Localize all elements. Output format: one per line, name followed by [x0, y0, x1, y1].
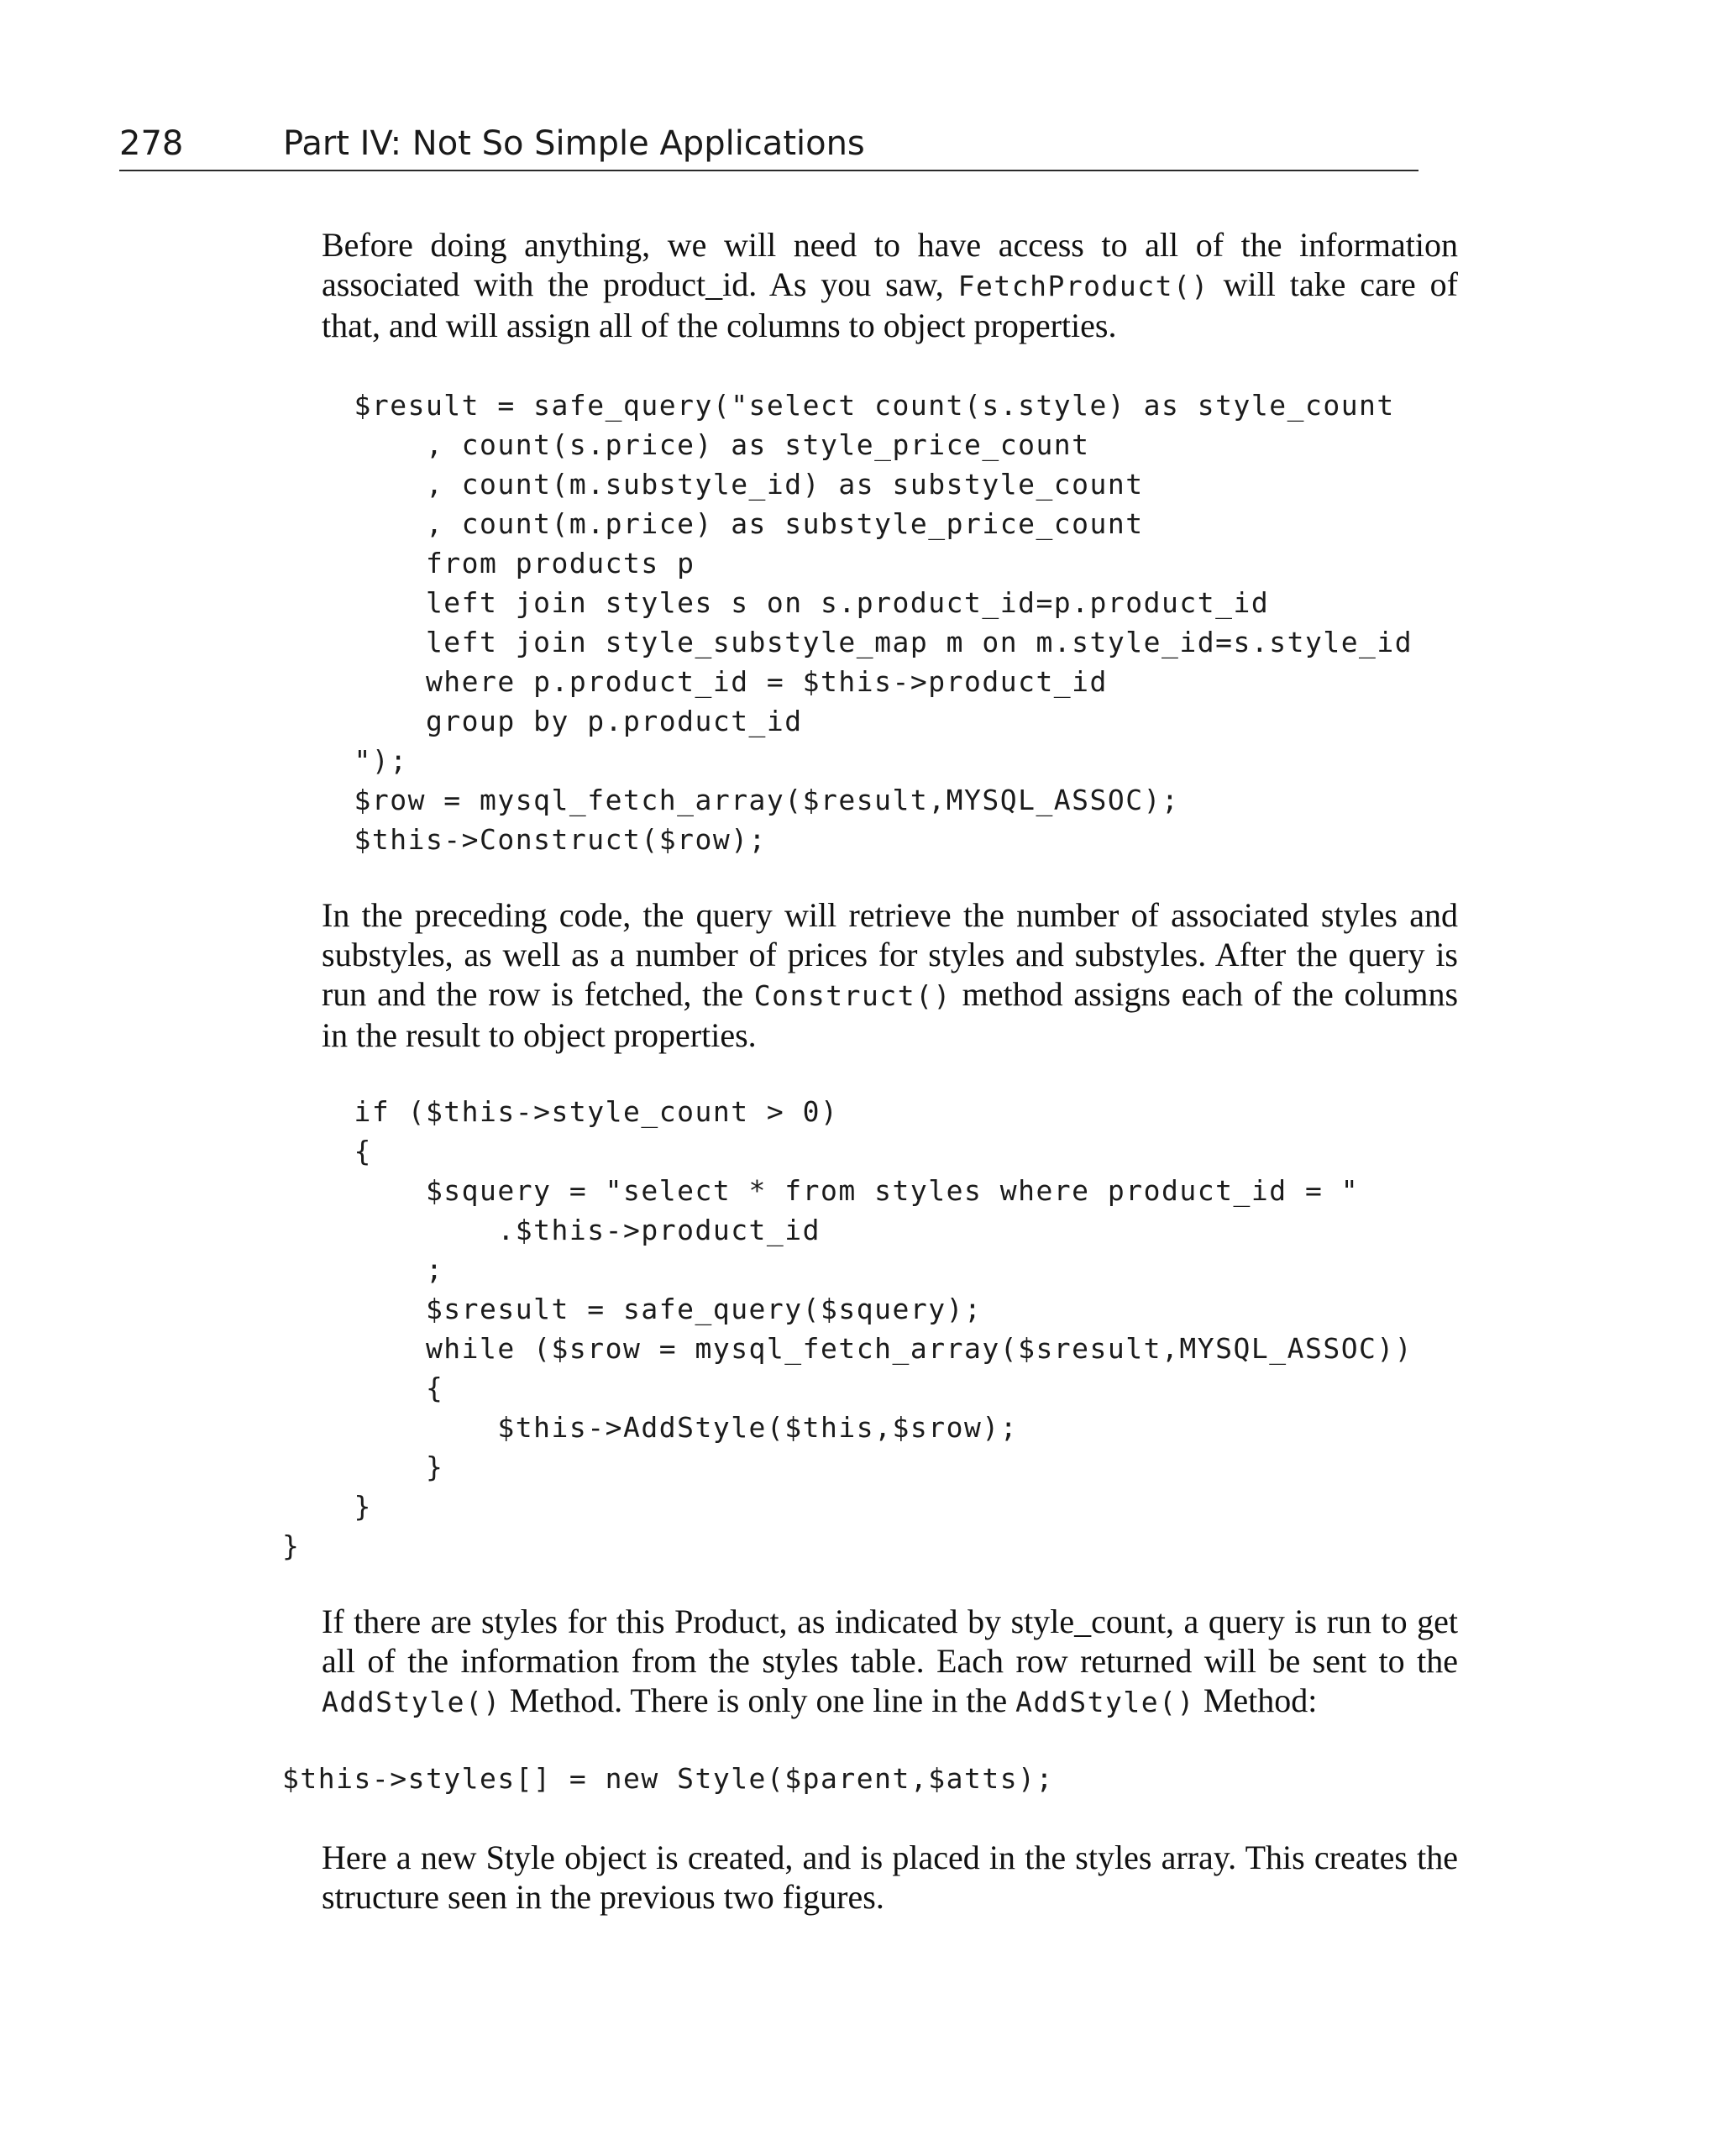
inline-code-fetchproduct: FetchProduct() — [957, 270, 1209, 302]
paragraph-query-text-2: method assigns each of the columns in the result to object properties. — [322, 975, 1459, 1054]
paragraph-conclusion-text: Here a new Style object is created, and is placed in the styles array. This creates the structure seen in the previous two figures. — [322, 1839, 1458, 1916]
paragraph-query-explanation — [282, 895, 1458, 1055]
code-block-query: $result = safe_query("select count(s.style) as style_count , count(s.price) as style_price_count , count(m.substyle_id) as substyle_count , count(m.price) as substyle_price_count from products p left join styles s on s.product_id=p.product_id left join style_substyle_map m on m.style_id=s.style_id where p.product_id = $this->product_id group by p.product_id "); $row = mysql_fetch_array($result,MYSQL_ASSOC); $this->Construct($row); — [354, 389, 1413, 856]
page-header — [119, 118, 1418, 171]
paragraph-query-text-1: In the preceding code, the query will retrieve the number of associated styles and substyles, as well as a number of prices for styles and substyles. After the query is run and the row is fetched, the — [322, 896, 1458, 1013]
running-head: Part IV: Not So Simple Applications — [283, 124, 865, 163]
code-block-addstyle-line: $this->styles[] = new Style($parent,$atts); — [282, 1762, 1054, 1795]
code-block-styles-loop: if ($this->style_count > 0) { $squery = "select * from styles where product_id = " .$this->product_id ; $sresult = safe_query($squery); while ($srow = mysql_fetch_array($sresult,MYSQL_ASSOC)) { $this->AddStyle($this,$srow); } } } — [282, 1095, 1413, 1562]
paragraph-styles-explanation — [282, 1602, 1458, 1722]
paragraph-styles-text-1: If there are styles for this Product, as indicated by style_count, a query is run to get all of the information from the styles table. Each row returned will be sent to the — [322, 1603, 1458, 1680]
page-number: 278 — [119, 124, 184, 163]
paragraph-intro-text-2: will take care of that, and will assign all of the columns to object properties. — [322, 265, 1458, 344]
paragraph-conclusion — [282, 1838, 1458, 1917]
inline-code-addstyle-1: AddStyle() — [322, 1686, 501, 1718]
paragraph-styles-text-3: Method: — [1194, 1681, 1318, 1719]
paragraph-intro — [282, 225, 1458, 345]
paragraph-intro-text-1: Before doing anything, we will need to have access to all of the information associated with the product_id. As you saw, — [322, 226, 1458, 303]
inline-code-addstyle-2: AddStyle() — [1015, 1686, 1195, 1718]
paragraph-styles-text-2: Method. There is only one line in the — [501, 1681, 1016, 1719]
inline-code-construct: Construct() — [753, 979, 952, 1012]
